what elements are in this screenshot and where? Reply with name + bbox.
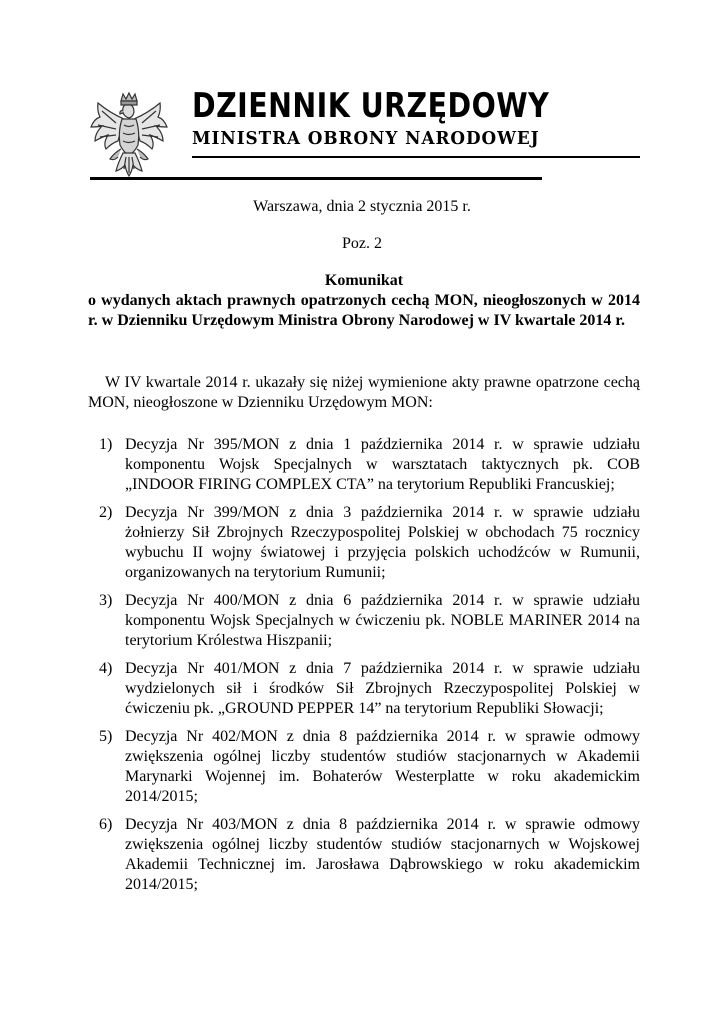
list-item [99,435,640,495]
polish-eagle-emblem-icon [88,91,170,179]
item-text: Decyzja Nr 400/MON z dnia 6 października 2014 r. w sprawie udziału komponentu Wojsk Specjalnych w ćwiczeniu pk. NOBLE MARINER 2014 na terytorium Królestwa Hiszpanii; [125,592,640,649]
item-text: Decyzja Nr 402/MON z dnia 8 października 2014 r. w sprawie odmowy zwiększenia ogólnej liczby studentów studiów stacjonarnych w Akademii Marynarki Wojennej im. Bohaterów Westerplatte w roku akademickim 2014/2015; [125,728,640,805]
title-body: o wydanych aktach prawnych opatrzonych cechą MON, nieogłoszonych w 2014 r. w Dzienniku Urzędowym Ministra Obrony Narodowej w IV kwartale 2014 r. [88,292,640,329]
item-number: 1) [99,436,113,453]
masthead-title: DZIENNIK URZĘDOWY [192,86,550,126]
item-text: Decyzja Nr 401/MON z dnia 7 października 2014 r. w sprawie udziału wydzielonych sił i środków Sił Zbrojnych Rzeczypospolitej Polskiej w ćwiczeniu pk. „GROUND PEPPER 14” na terytorium Republiki Słowacji; [125,660,640,717]
position-number: Poz. 2 [342,235,382,252]
item-number: 5) [99,728,113,745]
item-number: 2) [99,504,113,521]
place-and-date: Warszawa, dnia 2 stycznia 2015 r. [253,198,471,215]
item-text: Decyzja Nr 395/MON z dnia 1 października 2014 r. w sprawie udziału komponentu Wojsk Specjalnych w warsztatach taktycznych pk. COB „INDOOR FIRING COMPLEX CTA” na terytorium Republiki Francuskiej; [125,436,640,493]
item-text: Decyzja Nr 403/MON z dnia 8 października 2014 r. w sprawie odmowy zwiększenia ogólnej liczby studentów studiów stacjonarnych w Wojskowej Akademii Technicznej im. Jarosława Dąbrowskiego w roku akademickim 2014/2015; [125,816,640,893]
title-heading: Komunikat [324,272,404,289]
masthead-subtitle: MINISTRA OBRONY NARODOWEJ [192,129,540,149]
item-number: 4) [99,660,113,677]
list-item [99,659,640,719]
header-divider [90,177,542,180]
item-text: Decyzja Nr 399/MON z dnia 3 października 2014 r. w sprawie udziału żołnierzy Sił Zbrojnych Rzeczypospolitej Polskiej w obchodach 75 rocznicy wybuchu II wojny światowej i przyjęcia polskich uchodźców w Rumunii, organizowanych na terytorium Rumunii; [125,504,640,581]
item-number: 3) [99,592,113,609]
masthead [88,86,640,186]
list-item [99,727,640,807]
acts-list [99,435,640,903]
document-title [88,271,640,331]
list-item [99,503,640,583]
list-item [99,591,640,651]
masthead-divider [192,156,640,158]
item-number: 6) [99,816,113,833]
list-item [99,815,640,895]
intro-paragraph: W IV kwartale 2014 r. ukazały się niżej wymienione akty prawne opatrzone cechą MON, nieogłoszone w Dzienniku Urzędowym MON: [88,374,640,411]
